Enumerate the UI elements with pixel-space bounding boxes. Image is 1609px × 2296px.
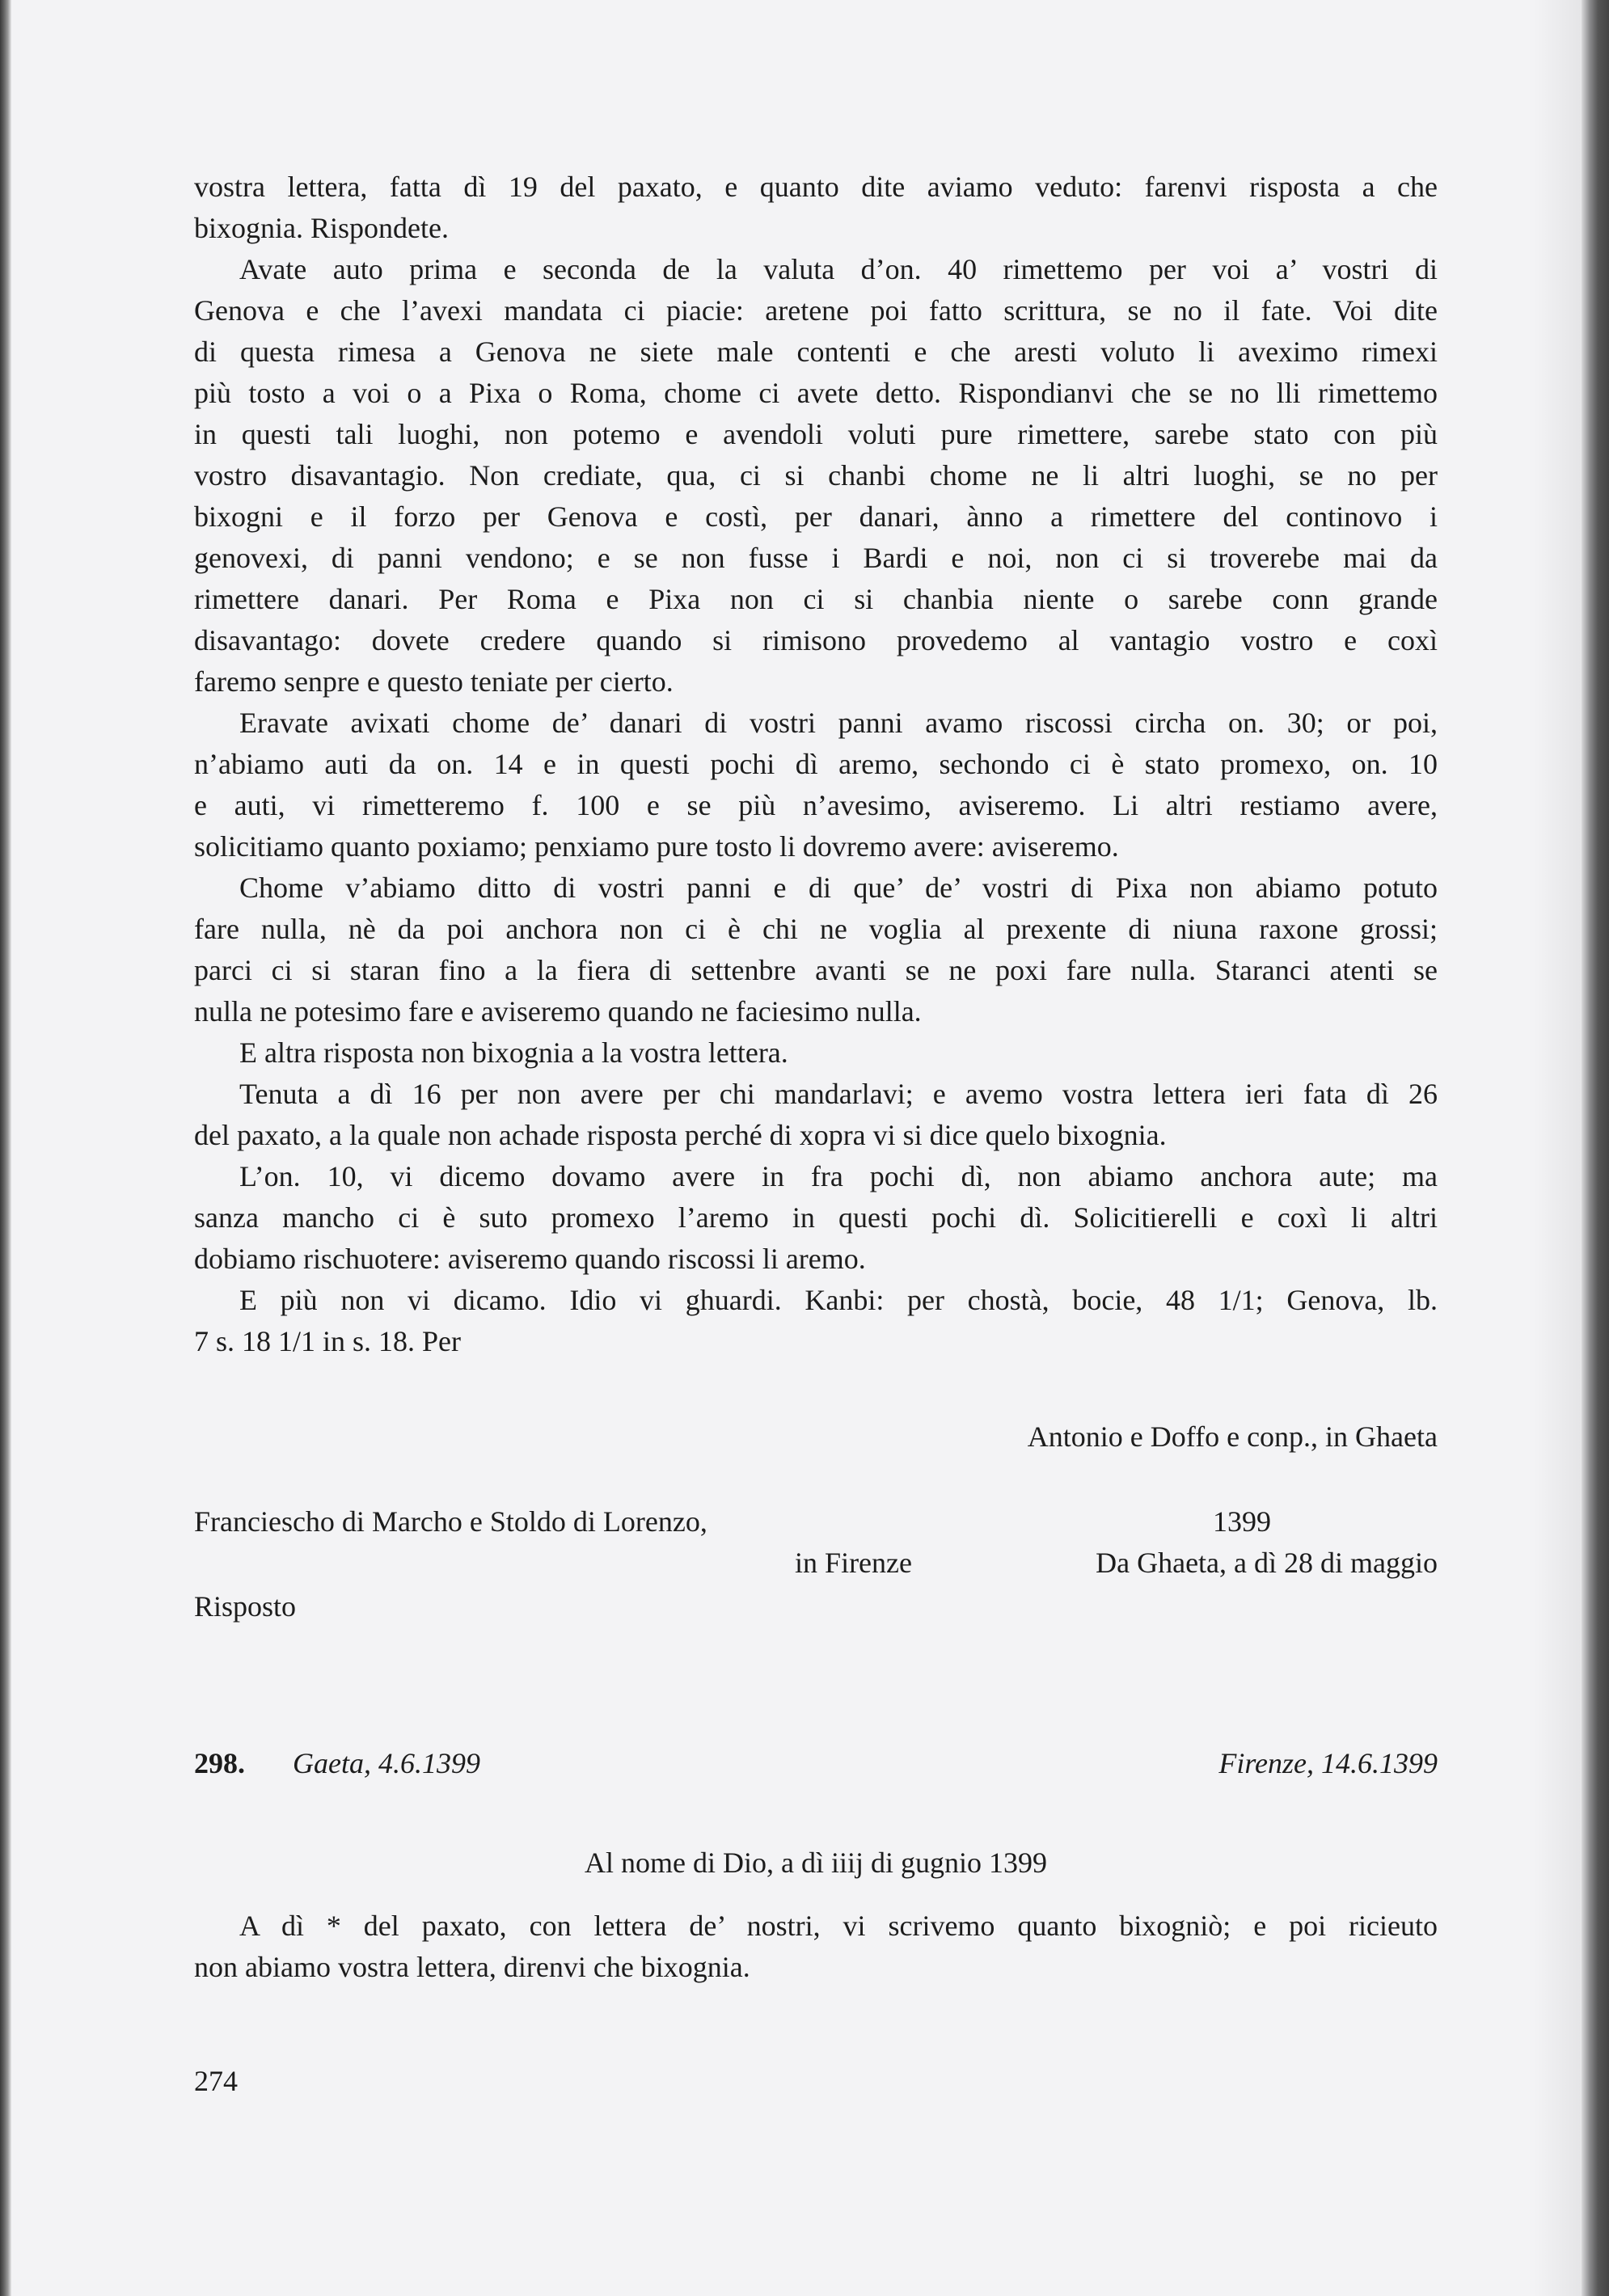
- text-line: sanza mancho ci è suto promexo l’aremo in questi pochi dì. Solicitierelli e coxì li altri: [194, 1201, 1438, 1234]
- page-number: 274: [194, 2065, 238, 2097]
- text-line: 7 s. 18 1/1 in s. 18. Per: [194, 1325, 462, 1357]
- reply-note: Risposto: [194, 1590, 297, 1623]
- text-line: disavantago: dovete credere quando si rimisono provedemo al vantagio vostro e coxì: [194, 624, 1438, 656]
- text-line: bixogni e il forzo per Genova e costì, per danari, ànno a rimettere del continovo i: [194, 500, 1438, 533]
- text-line: solicitiamo quanto poxiamo; penxiamo pure tosto li dovremo avere: aviseremo.: [194, 830, 1119, 863]
- origin-date: Da Ghaeta, a dì 28 di maggio: [1096, 1547, 1438, 1579]
- book-gutter-edge: [0, 0, 11, 2296]
- text-line: Avate auto prima e seconda de la valuta d’on. 40 rimettemo per voi a’ vostri di: [239, 253, 1438, 285]
- page-edge: [1582, 0, 1609, 2296]
- text-line: faremo senpre e questo teniate per cierto.: [194, 665, 674, 698]
- recipient-place: in Firenze: [795, 1547, 912, 1579]
- recipient: Franciescho di Marcho e Stoldo di Lorenzo,: [194, 1505, 707, 1538]
- text-line: Eravate avixati chome de’ danari di vostri panni avamo riscossi circha on. 30; or poi,: [239, 707, 1438, 739]
- text-line: vostra lettera, fatta dì 19 del paxato, e quanto dite aviamo veduto: farenvi risposta a che: [194, 171, 1438, 203]
- text-line: parci ci si staran fino a la fiera di settenbre avanti se ne poxi fare nulla. Staranci atenti se: [194, 954, 1438, 986]
- year: 1399: [1213, 1505, 1271, 1538]
- text-line: bixognia. Rispondete.: [194, 212, 449, 244]
- text-line: e auti, vi rimetteremo f. 100 e se più n’avesimo, aviseremo. Li altri restiamo avere,: [194, 789, 1438, 821]
- text-line: genovexi, di panni vendono; e se non fusse i Bardi e noi, non ci si troverebe mai da: [194, 542, 1438, 574]
- text-line: Tenuta a dì 16 per non avere per chi mandarlavi; e avemo vostra lettera ieri fata dì 26: [239, 1078, 1438, 1110]
- text-line: vostro disavantagio. Non crediate, qua, ci si chanbi chome ne li altri luoghi, se no per: [194, 459, 1438, 492]
- text-line: dobiamo rischuotere: aviseremo quando riscossi li aremo.: [194, 1243, 866, 1275]
- page-shadow: [1533, 0, 1582, 2296]
- text-line: n’abiamo auti da on. 14 e in questi pochi dì aremo, sechondo ci è stato promexo, on. 10: [194, 748, 1438, 780]
- text-line: E altra risposta non bixognia a la vostra lettera.: [239, 1036, 788, 1069]
- received-date: Firenze, 14.6.1399: [1218, 1747, 1438, 1779]
- letter-heading: Al nome di Dio, a dì iiij di gugnio 1399: [585, 1847, 1047, 1879]
- text-line: più tosto a voi o a Pixa o Roma, chome ci avete detto. Rispondianvi che se no lli rimettemo: [194, 377, 1438, 409]
- text-line: Genova e che l’avexi mandata ci piacie: aretene poi fatto scrittura, se no il fate. Voi dite: [194, 294, 1438, 327]
- text-line: del paxato, a la quale non achade risposta perché di xopra vi si dice quelo bixognia.: [194, 1119, 1167, 1151]
- text-line: A dì * del paxato, con lettera de’ nostri, vi scrivemo quanto bixogniò; e poi ricieuto: [239, 1910, 1438, 1942]
- text-line: nulla ne potesimo fare e aviseremo quando ne faciesimo nulla.: [194, 995, 922, 1028]
- text-line: L’on. 10, vi dicemo dovamo avere in fra pochi dì, non abiamo anchora aute; ma: [239, 1160, 1438, 1192]
- sent-date: Gaeta, 4.6.1399: [293, 1747, 480, 1779]
- letter-number: 298.: [194, 1747, 245, 1779]
- text-line: in questi tali luoghi, non potemo e avendoli voluti pure rimettere, sarebe stato con più: [194, 418, 1438, 450]
- text-line: rimettere danari. Per Roma e Pixa non ci si chanbia niente o sarebe conn grande: [194, 583, 1438, 615]
- text-line: di questa rimesa a Genova ne siete male contenti e che aresti voluto li aveximo rimexi: [194, 336, 1438, 368]
- text-line: fare nulla, nè da poi anchora non ci è chi ne voglia al prexente di niuna raxone grossi;: [194, 913, 1438, 945]
- text-line: E più non vi dicamo. Idio vi ghuardi. Kanbi: per chostà, bocie, 48 1/1; Genova, lb.: [239, 1284, 1438, 1316]
- signature: Antonio e Doffo e conp., in Ghaeta: [1027, 1420, 1438, 1453]
- text-line: Chome v’abiamo ditto di vostri panni e di que’ de’ vostri di Pixa non abiamo potuto: [239, 872, 1438, 904]
- text-line: non abiamo vostra lettera, direnvi che bixognia.: [194, 1951, 750, 1983]
